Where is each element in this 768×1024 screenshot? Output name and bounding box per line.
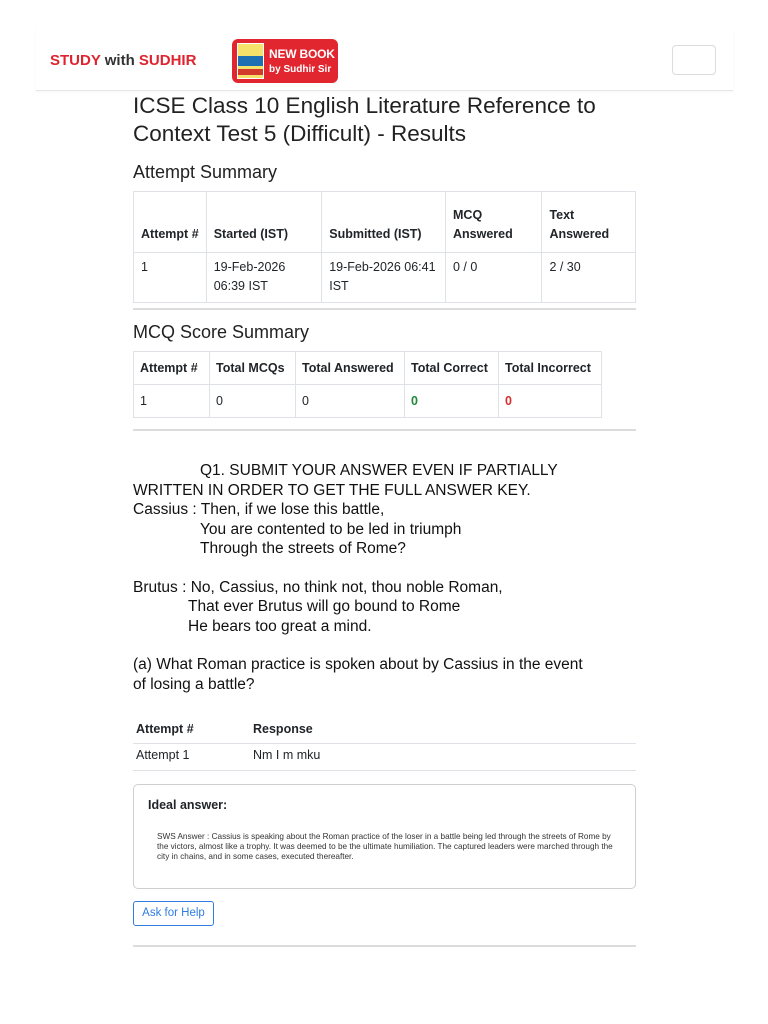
table-cell: 1 xyxy=(134,253,207,303)
question-line: Through the streets of Rome? xyxy=(200,540,406,557)
question-line: You are contented to be led in triumph xyxy=(200,520,462,538)
question-line: Brutus : No, Cassius, no think not, thou noble Roman, xyxy=(133,578,503,596)
mcq-summary-title: MCQ Score Summary xyxy=(133,322,310,342)
hamburger-menu-icon[interactable] xyxy=(672,45,716,75)
mcq-summary-table xyxy=(133,351,602,418)
question-line: (a) What Roman practice is spoken about by Cassius in the event xyxy=(133,656,583,673)
attempt-summary-title: Attempt Summary xyxy=(133,162,278,182)
table-cell: 19-Feb-2026 06:41 IST xyxy=(322,253,446,303)
brand-logo[interactable] xyxy=(50,52,196,69)
col-header: Attempt # xyxy=(134,352,210,385)
total-incorrect-value: 0 xyxy=(499,385,602,418)
new-book-banner[interactable] xyxy=(232,39,338,83)
col-header: Attempt # xyxy=(134,192,207,253)
ideal-answer-text: SWS Answer : Cassius is speaking about the Roman practice of the loser in a battle being led through the streets of Rome by the victors, almost like a trophy. It was deemed to be the ultimate humiliation. The captured leaders were marched through the city in chains, and in some cases, executed thereafter. xyxy=(157,832,613,861)
question-text xyxy=(133,461,636,694)
navbar xyxy=(36,28,733,91)
table-cell: 0 xyxy=(210,385,296,418)
col-header: Total Incorrect xyxy=(499,352,602,385)
question-line: Q1. SUBMIT YOUR ANSWER EVEN IF PARTIALLY xyxy=(200,462,558,479)
page-title: ICSE Class 10 English Literature Reference to Context Test 5 (Difficult) - Results xyxy=(133,93,596,146)
response-text: Nm I m mku xyxy=(253,748,321,762)
table-cell: 1 xyxy=(134,385,210,418)
brand-with: with xyxy=(104,52,135,69)
banner-subtitle: by Sudhir Sir xyxy=(269,64,332,75)
question-line: WRITTEN IN ORDER TO GET THE FULL ANSWER KEY. xyxy=(133,481,531,499)
brand-study: STUDY xyxy=(50,52,101,69)
divider xyxy=(133,308,636,310)
col-header: Response xyxy=(253,722,313,736)
col-header: Attempt # xyxy=(136,722,194,736)
brand-name: SUDHIR xyxy=(138,52,197,69)
ask-for-help-button[interactable]: Ask for Help xyxy=(133,901,214,926)
table-row xyxy=(134,253,636,303)
question-line: He bears too great a mind. xyxy=(188,617,372,635)
book-cover-icon xyxy=(237,43,264,79)
question-line: That ever Brutus will go bound to Rome xyxy=(188,598,461,615)
col-header: MCQ Answered xyxy=(446,192,542,253)
banner-title: NEW BOOK xyxy=(269,47,335,61)
divider xyxy=(133,429,636,431)
table-cell: 2 / 30 xyxy=(542,253,636,303)
table-header-row xyxy=(134,192,636,253)
table-cell: 0 / 0 xyxy=(446,253,542,303)
total-correct-value: 0 xyxy=(405,385,499,418)
col-header: Total Correct xyxy=(405,352,499,385)
attempt-summary-table xyxy=(133,191,636,303)
question-line: Cassius : Then, if we lose this battle, xyxy=(133,501,385,518)
table-cell: 0 xyxy=(296,385,405,418)
divider xyxy=(133,945,636,947)
question-line: of losing a battle? xyxy=(133,675,255,693)
col-header: Text Answered xyxy=(542,192,636,253)
col-header: Started (IST) xyxy=(206,192,322,253)
col-header: Total MCQs xyxy=(210,352,296,385)
ideal-answer-label: Ideal answer: xyxy=(148,798,228,812)
table-cell: 19-Feb-2026 06:39 IST xyxy=(206,253,322,303)
col-header: Submitted (IST) xyxy=(322,192,446,253)
response-attempt: Attempt 1 xyxy=(136,748,190,762)
col-header: Total Answered xyxy=(296,352,405,385)
table-row xyxy=(134,385,602,418)
divider xyxy=(133,743,636,744)
table-header-row xyxy=(134,352,602,385)
divider xyxy=(133,770,636,771)
ideal-answer-card xyxy=(133,784,636,889)
